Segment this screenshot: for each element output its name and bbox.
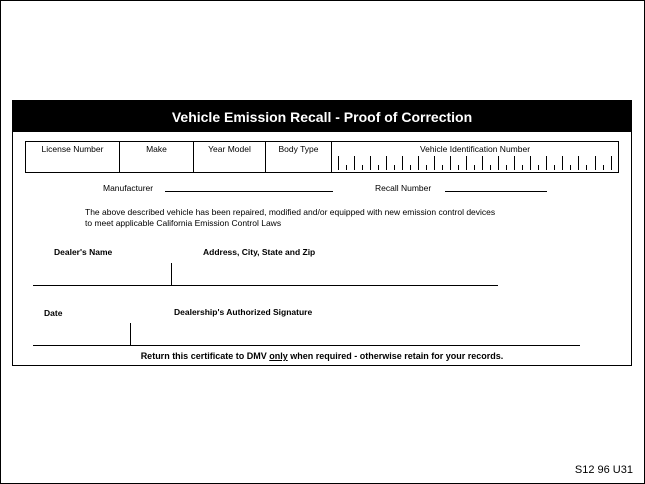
manufacturer-line[interactable] xyxy=(165,191,333,192)
vin-tick xyxy=(402,156,403,170)
make-label: Make xyxy=(146,144,167,154)
form-code: S12 96 U31 xyxy=(574,464,633,476)
recall-number-line[interactable] xyxy=(445,191,547,192)
vin-tick xyxy=(562,156,563,170)
vin-tick-short xyxy=(394,165,395,170)
footer-text-before: Return this certificate to DMV xyxy=(140,351,270,361)
vehicle-fields-table xyxy=(25,141,619,173)
vin-tick-short xyxy=(378,165,379,170)
vin-tick xyxy=(578,156,579,170)
body-type-label: Body Type xyxy=(278,144,319,154)
repair-statement xyxy=(85,207,585,229)
address-label: Address, City, State and Zip xyxy=(203,247,316,257)
date-label: Date xyxy=(44,308,63,318)
vin-tick xyxy=(482,156,483,170)
body-type-field[interactable] xyxy=(266,142,332,172)
vin-tick xyxy=(434,156,435,170)
footer-text-emphasis: only xyxy=(269,351,288,361)
manufacturer-label: Manufacturer xyxy=(103,183,154,193)
recall-certificate xyxy=(12,100,632,366)
vin-tick xyxy=(514,156,515,170)
vin-tick xyxy=(546,156,547,170)
vin-tick-short xyxy=(586,165,587,170)
vin-tick-short xyxy=(490,165,491,170)
vin-tick xyxy=(466,156,467,170)
vin-tick xyxy=(530,156,531,170)
vin-tick-short xyxy=(522,165,523,170)
license-number-label: License Number xyxy=(41,144,104,154)
vin-tick xyxy=(498,156,499,170)
vin-tick xyxy=(386,156,387,170)
return-instructions xyxy=(13,351,631,361)
vin-label: Vehicle Identification Number xyxy=(419,144,531,154)
year-model-field[interactable] xyxy=(194,142,266,172)
vin-tick-short xyxy=(506,165,507,170)
vin-tick xyxy=(354,156,355,170)
vin-character-ticks xyxy=(338,156,612,170)
vin-tick-short xyxy=(346,165,347,170)
vin-tick-short xyxy=(554,165,555,170)
footer-text-after: when required - otherwise retain for your records. xyxy=(287,351,504,361)
vin-tick xyxy=(370,156,371,170)
vin-tick-short xyxy=(442,165,443,170)
dealer-name-label: Dealer's Name xyxy=(54,247,113,257)
date-signature-line[interactable] xyxy=(33,345,580,346)
vin-tick xyxy=(595,156,596,170)
vin-field[interactable] xyxy=(332,142,618,172)
certificate-title: Vehicle Emission Recall - Proof of Correction xyxy=(13,101,631,132)
vin-tick xyxy=(338,156,339,170)
vin-tick-short xyxy=(426,165,427,170)
make-field[interactable] xyxy=(120,142,194,172)
vin-tick-short xyxy=(410,165,411,170)
vin-tick xyxy=(450,156,451,170)
vin-tick-short xyxy=(603,165,604,170)
vin-tick xyxy=(611,156,612,170)
date-signature-divider xyxy=(130,323,131,345)
vin-tick xyxy=(418,156,419,170)
vin-tick-short xyxy=(570,165,571,170)
license-number-field[interactable] xyxy=(26,142,120,172)
dealer-address-divider xyxy=(171,263,172,285)
statement-line-1: The above described vehicle has been repaired, modified and/or equipped with new emission control devices xyxy=(85,207,496,217)
year-model-label: Year Model xyxy=(208,144,251,154)
signature-label: Dealership's Authorized Signature xyxy=(174,307,313,317)
vin-tick-short xyxy=(458,165,459,170)
recall-number-label: Recall Number xyxy=(375,183,432,193)
statement-line-2: to meet applicable California Emission Control Laws xyxy=(85,218,282,228)
vin-tick-short xyxy=(362,165,363,170)
dealer-address-line[interactable] xyxy=(33,285,498,286)
vin-tick-short xyxy=(538,165,539,170)
vin-tick-short xyxy=(474,165,475,170)
